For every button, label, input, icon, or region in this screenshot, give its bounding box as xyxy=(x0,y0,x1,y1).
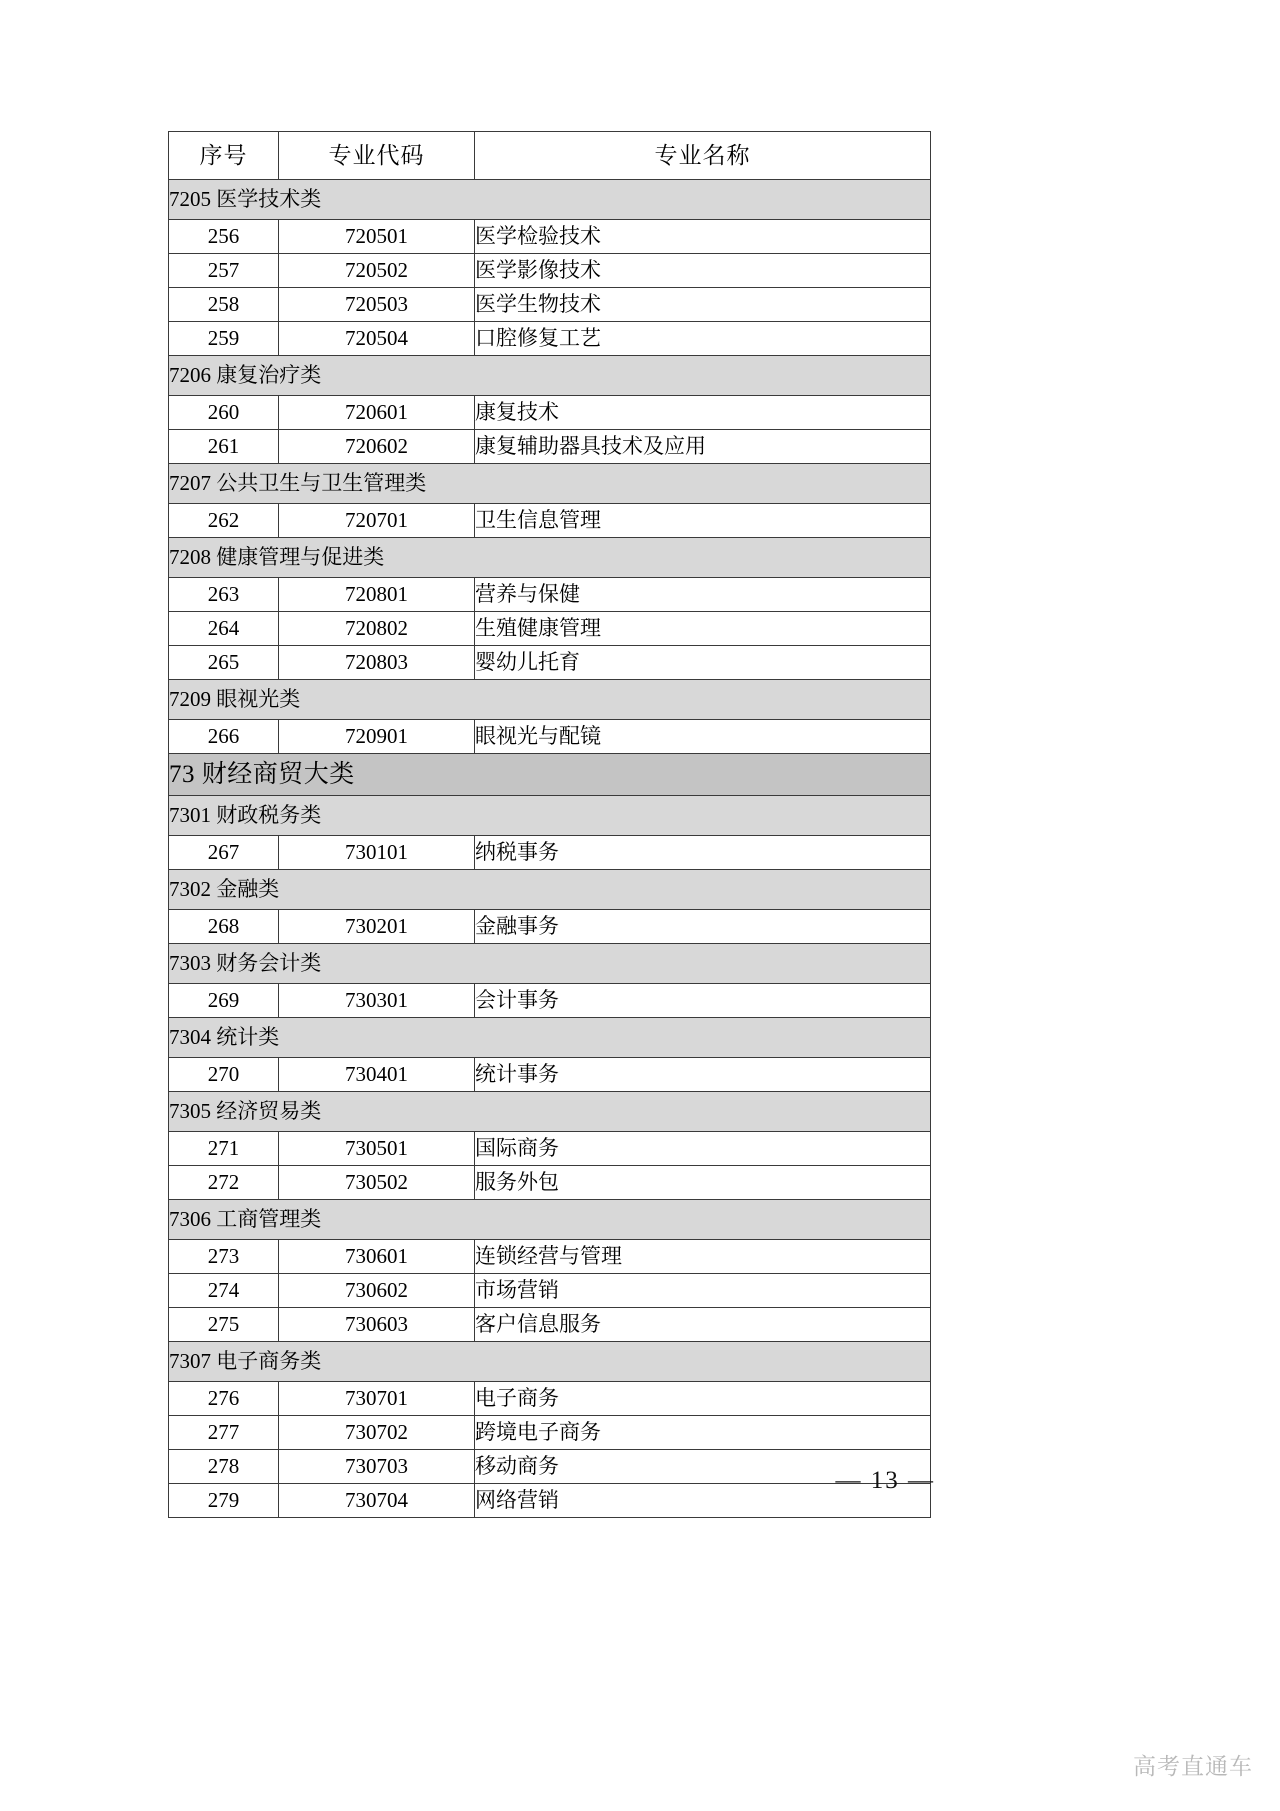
cell-sequence-number: 256 xyxy=(169,220,279,254)
table-header-row xyxy=(169,132,931,180)
cell-major-name: 医学生物技术 xyxy=(475,288,931,322)
table-row xyxy=(169,322,931,356)
cell-major-name: 纳税事务 xyxy=(475,836,931,870)
cell-sequence-number: 265 xyxy=(169,646,279,680)
sub-category-label: 7206 康复治疗类 xyxy=(169,356,931,396)
cell-sequence-number: 257 xyxy=(169,254,279,288)
cell-major-code: 730502 xyxy=(279,1166,475,1200)
table-header xyxy=(169,132,931,180)
table-row xyxy=(169,1416,931,1450)
column-header-seq: 序号 xyxy=(169,132,279,180)
table-row xyxy=(169,220,931,254)
cell-major-code: 730704 xyxy=(279,1484,475,1518)
cell-major-code: 730601 xyxy=(279,1240,475,1274)
cell-major-code: 730603 xyxy=(279,1308,475,1342)
sub-category-row xyxy=(169,538,931,578)
table-row xyxy=(169,1274,931,1308)
table-row xyxy=(169,1240,931,1274)
cell-sequence-number: 274 xyxy=(169,1274,279,1308)
sub-category-label: 7301 财政税务类 xyxy=(169,796,931,836)
majors-catalog-table-wrapper xyxy=(168,131,930,1518)
cell-sequence-number: 260 xyxy=(169,396,279,430)
column-header-code: 专业代码 xyxy=(279,132,475,180)
column-header-name: 专业名称 xyxy=(475,132,931,180)
cell-sequence-number: 267 xyxy=(169,836,279,870)
cell-major-code: 720801 xyxy=(279,578,475,612)
cell-major-code: 730602 xyxy=(279,1274,475,1308)
cell-major-name: 营养与保健 xyxy=(475,578,931,612)
watermark-label: 高考直通车 xyxy=(1133,1753,1253,1779)
cell-major-code: 730301 xyxy=(279,984,475,1018)
sub-category-label: 7303 财务会计类 xyxy=(169,944,931,984)
cell-major-code: 720901 xyxy=(279,720,475,754)
cell-major-name: 康复辅助器具技术及应用 xyxy=(475,430,931,464)
cell-major-name: 统计事务 xyxy=(475,1058,931,1092)
cell-sequence-number: 277 xyxy=(169,1416,279,1450)
cell-major-code: 720504 xyxy=(279,322,475,356)
cell-sequence-number: 259 xyxy=(169,322,279,356)
cell-major-code: 720501 xyxy=(279,220,475,254)
sub-category-row xyxy=(169,180,931,220)
major-category-label: 73 财经商贸大类 xyxy=(169,754,931,796)
sub-category-row xyxy=(169,464,931,504)
cell-sequence-number: 264 xyxy=(169,612,279,646)
cell-major-code: 730701 xyxy=(279,1382,475,1416)
table-row xyxy=(169,646,931,680)
cell-sequence-number: 258 xyxy=(169,288,279,322)
cell-major-code: 720803 xyxy=(279,646,475,680)
sub-category-row xyxy=(169,944,931,984)
table-row xyxy=(169,578,931,612)
cell-sequence-number: 266 xyxy=(169,720,279,754)
cell-sequence-number: 263 xyxy=(169,578,279,612)
sub-category-row xyxy=(169,796,931,836)
table-row xyxy=(169,1382,931,1416)
cell-major-name: 婴幼儿托育 xyxy=(475,646,931,680)
table-row xyxy=(169,1166,931,1200)
cell-sequence-number: 271 xyxy=(169,1132,279,1166)
cell-sequence-number: 268 xyxy=(169,910,279,944)
cell-major-name: 金融事务 xyxy=(475,910,931,944)
cell-major-name: 连锁经营与管理 xyxy=(475,1240,931,1274)
cell-major-name: 会计事务 xyxy=(475,984,931,1018)
table-row xyxy=(169,288,931,322)
sub-category-label: 7207 公共卫生与卫生管理类 xyxy=(169,464,931,504)
cell-sequence-number: 276 xyxy=(169,1382,279,1416)
cell-major-name: 跨境电子商务 xyxy=(475,1416,931,1450)
sub-category-label: 7209 眼视光类 xyxy=(169,680,931,720)
cell-major-code: 730101 xyxy=(279,836,475,870)
cell-major-code: 720502 xyxy=(279,254,475,288)
table-row xyxy=(169,836,931,870)
sub-category-row xyxy=(169,1018,931,1058)
cell-sequence-number: 262 xyxy=(169,504,279,538)
table-row xyxy=(169,984,931,1018)
cell-sequence-number: 278 xyxy=(169,1450,279,1484)
cell-major-name: 眼视光与配镜 xyxy=(475,720,931,754)
table-row xyxy=(169,1058,931,1092)
sub-category-row xyxy=(169,680,931,720)
cell-major-code: 720602 xyxy=(279,430,475,464)
sub-category-label: 7302 金融类 xyxy=(169,870,931,910)
cell-major-code: 720701 xyxy=(279,504,475,538)
table-row xyxy=(169,254,931,288)
major-category-row xyxy=(169,754,931,796)
table-row xyxy=(169,720,931,754)
cell-major-name: 口腔修复工艺 xyxy=(475,322,931,356)
page-number: — 13 — xyxy=(835,1467,935,1494)
majors-catalog-table xyxy=(168,131,931,1518)
cell-major-code: 730702 xyxy=(279,1416,475,1450)
cell-major-name: 服务外包 xyxy=(475,1166,931,1200)
cell-major-name: 生殖健康管理 xyxy=(475,612,931,646)
table-row xyxy=(169,612,931,646)
table-row xyxy=(169,1132,931,1166)
sub-category-row xyxy=(169,870,931,910)
table-body xyxy=(169,180,931,1518)
table-row xyxy=(169,396,931,430)
sub-category-row xyxy=(169,356,931,396)
cell-major-name: 电子商务 xyxy=(475,1382,931,1416)
sub-category-label: 7205 医学技术类 xyxy=(169,180,931,220)
cell-major-name: 医学影像技术 xyxy=(475,254,931,288)
cell-major-code: 720503 xyxy=(279,288,475,322)
cell-major-code: 730201 xyxy=(279,910,475,944)
table-row xyxy=(169,504,931,538)
sub-category-row xyxy=(169,1092,931,1132)
sub-category-row xyxy=(169,1200,931,1240)
cell-major-name: 市场营销 xyxy=(475,1274,931,1308)
cell-major-code: 730401 xyxy=(279,1058,475,1092)
cell-sequence-number: 272 xyxy=(169,1166,279,1200)
sub-category-label: 7304 统计类 xyxy=(169,1018,931,1058)
sub-category-row xyxy=(169,1342,931,1382)
cell-major-name: 国际商务 xyxy=(475,1132,931,1166)
cell-sequence-number: 275 xyxy=(169,1308,279,1342)
cell-major-code: 720802 xyxy=(279,612,475,646)
cell-sequence-number: 279 xyxy=(169,1484,279,1518)
cell-major-name: 卫生信息管理 xyxy=(475,504,931,538)
cell-sequence-number: 261 xyxy=(169,430,279,464)
cell-major-name: 客户信息服务 xyxy=(475,1308,931,1342)
cell-major-code: 730501 xyxy=(279,1132,475,1166)
cell-major-name: 康复技术 xyxy=(475,396,931,430)
cell-major-name: 移动商务 xyxy=(475,1450,931,1484)
cell-major-name: 医学检验技术 xyxy=(475,220,931,254)
cell-sequence-number: 269 xyxy=(169,984,279,1018)
cell-major-name: 网络营销 xyxy=(475,1484,931,1518)
cell-sequence-number: 273 xyxy=(169,1240,279,1274)
table-row xyxy=(169,1308,931,1342)
sub-category-label: 7305 经济贸易类 xyxy=(169,1092,931,1132)
table-row xyxy=(169,430,931,464)
cell-sequence-number: 270 xyxy=(169,1058,279,1092)
cell-major-code: 730703 xyxy=(279,1450,475,1484)
sub-category-label: 7307 电子商务类 xyxy=(169,1342,931,1382)
sub-category-label: 7306 工商管理类 xyxy=(169,1200,931,1240)
cell-major-code: 720601 xyxy=(279,396,475,430)
table-row xyxy=(169,910,931,944)
sub-category-label: 7208 健康管理与促进类 xyxy=(169,538,931,578)
